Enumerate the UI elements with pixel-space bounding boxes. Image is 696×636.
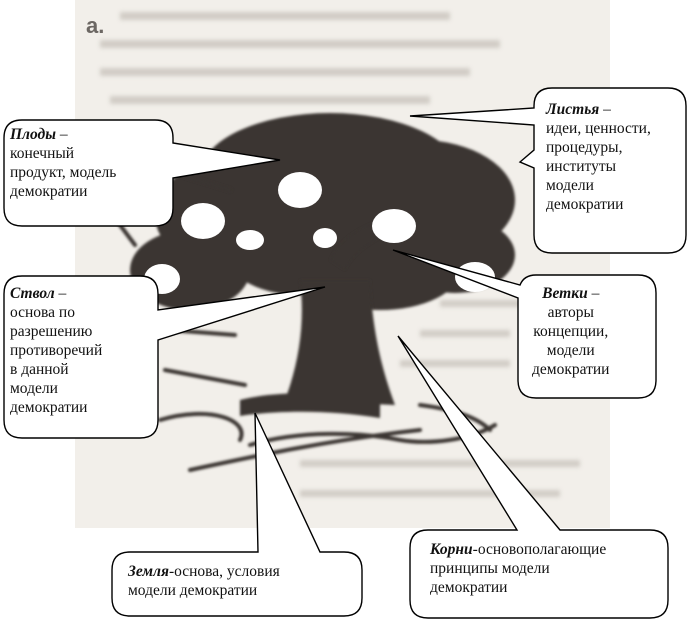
dash-fruits: – bbox=[56, 126, 68, 143]
trunk-line-3: противоречий bbox=[10, 342, 103, 359]
leaves-line-3: институты bbox=[546, 158, 617, 175]
trunk-line-5: модели bbox=[10, 380, 58, 397]
fruits-line-3: демократии bbox=[10, 183, 88, 200]
branches-line-3: модели bbox=[546, 342, 595, 359]
fruits-line-2: продукт, модель bbox=[10, 164, 117, 181]
branches-line-4: демократии bbox=[532, 361, 610, 378]
ground-line-1: модели демократии bbox=[128, 582, 258, 599]
term-leaves: Листья bbox=[546, 101, 600, 118]
term-roots: Корни bbox=[430, 541, 473, 558]
leaves-line-2: процедуры, bbox=[546, 139, 623, 156]
trunk-line-6: демократии bbox=[10, 399, 88, 416]
term-branches: Ветки bbox=[542, 285, 588, 302]
callout-fruits bbox=[10, 125, 116, 201]
ground-rest: -основа, условия bbox=[168, 563, 280, 580]
callout-ground bbox=[128, 562, 280, 600]
term-trunk: Ствол bbox=[10, 285, 55, 302]
corner-label: a. bbox=[86, 13, 105, 38]
callout-leaves bbox=[546, 100, 651, 214]
roots-line-1: принципы модели bbox=[430, 560, 550, 577]
dash-leaves: – bbox=[599, 101, 611, 118]
branches-line-2: концепции, bbox=[533, 323, 609, 340]
trunk-line-2: разрешению bbox=[10, 323, 93, 340]
leaves-line-5: демократии bbox=[546, 196, 624, 213]
trunk-line-4: в данной bbox=[10, 361, 69, 378]
dash-trunk: – bbox=[54, 285, 67, 302]
trunk-line-1: основа по bbox=[10, 304, 75, 321]
callout-roots bbox=[430, 540, 606, 597]
branches-line-1: авторы bbox=[547, 304, 594, 321]
dash-branches: – bbox=[587, 285, 600, 302]
leaves-line-1: идеи, ценности, bbox=[546, 120, 651, 137]
callout-branches bbox=[532, 284, 609, 379]
fruits-line-1: конечный bbox=[10, 145, 75, 162]
roots-rest: -основополагающие bbox=[472, 541, 607, 558]
term-ground: Земля bbox=[128, 563, 169, 580]
roots-line-2: демократии bbox=[430, 579, 508, 596]
leaves-line-4: модели bbox=[546, 177, 594, 194]
term-fruits: Плоды bbox=[10, 126, 57, 143]
callout-trunk bbox=[10, 284, 102, 417]
